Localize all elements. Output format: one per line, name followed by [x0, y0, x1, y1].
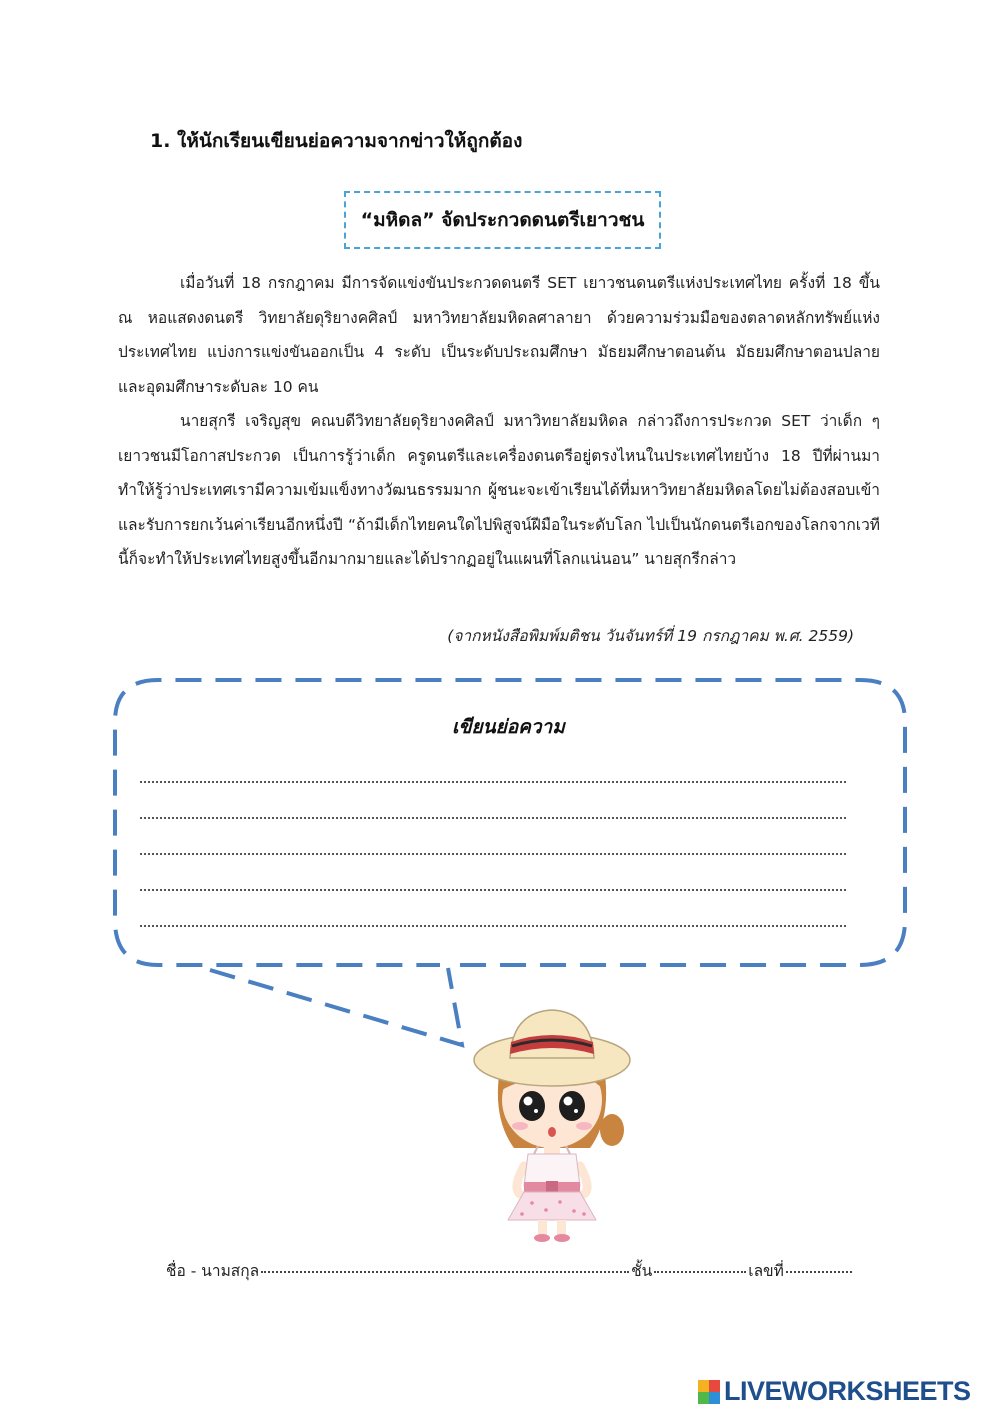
liveworksheets-logo-text: LIVEWORKSHEETS	[724, 1376, 971, 1406]
news-headline-box	[344, 191, 661, 249]
cartoon-girl-illustration	[462, 998, 642, 1243]
class-label: ชั้น	[631, 1262, 653, 1280]
answer-line-3[interactable]	[140, 852, 846, 855]
name-label: ชื่อ - นามสกุล	[166, 1262, 260, 1280]
answer-line-1[interactable]	[140, 780, 846, 783]
speech-bubble-tail	[210, 968, 462, 1045]
answer-line-2[interactable]	[140, 816, 846, 819]
name-field[interactable]	[261, 1270, 629, 1273]
answer-line-4[interactable]	[140, 888, 846, 891]
news-headline: “มหิดล” จัดประกวดดนตรีเยาวชน	[360, 209, 645, 231]
class-field[interactable]	[654, 1270, 746, 1273]
news-article	[118, 266, 880, 577]
number-label: เลขที่	[748, 1262, 784, 1280]
liveworksheets-logo	[698, 1376, 971, 1407]
write-summary-title: เขียนย่อความ	[452, 716, 565, 738]
student-info-line	[166, 1258, 854, 1283]
number-field[interactable]	[786, 1270, 852, 1273]
answer-line-5[interactable]	[140, 924, 846, 927]
article-paragraph-2: นายสุกรี เจริญสุข คณบดีวิทยาลัยดุริยางคศิลป์ มหาวิทยาลัยมหิดล กล่าวถึงการประกวด SET ว่าเด็ก ๆ เยาวชนมีโอกาสประกวด เป็นการรู้ว่าเด็ก ครูดนตรีและเครื่องดนตรีอยู่ตรงไหนในประเทศไทยบ้าง 18 ปีที่ผ่านมาทำให้รู้ว่าประเทศเรามีความเข้มแข็งทางวัฒนธรรมมาก ผู้ชนะจะเข้าเรียนได้ที่มหาวิทยาลัยมหิดลโดยไม่ต้องสอบเข้าและรับการยกเว้นค่าเรียนอีกหนึ่งปี “ถ้ามีเด็กไทยคนใดไปพิสูจน์ฝีมือในระดับโลก ไปเป็นนักดนตรีเอกของโลกจากเวทีนี้ก็จะทำให้ประเทศไทยสูงขึ้นอีกมากมายและได้ปรากฏอยู่ในแผนที่โลกแน่นอน” นายสุกรีกล่าว	[118, 412, 880, 568]
article-paragraph-1: เมื่อวันที่ 18 กรกฎาคม มีการจัดแข่งขันประกวดดนตรี SET เยาวชนดนตรีแห่งประเทศไทย ครั้งที่ 18 ขึ้น ณ หอแสดงดนตรี วิทยาลัยดุริยางคศิลป์ มหาวิทยาลัยมหิดลศาลายา ด้วยความร่วมมือของตลาดหลักทรัพย์แห่งประเทศไทย แบ่งการแข่งขันออกเป็น 4 ระดับ เป็นระดับประถมศึกษา มัธยมศึกษาตอนต้น มัธยมศึกษาตอนปลาย และอุดมศึกษาระดับละ 10 คน	[118, 274, 880, 396]
article-source: (จากหนังสือพิมพ์มติชน วันจันทร์ที่ 19 กรกฎาคม พ.ศ. 2559)	[447, 627, 854, 645]
liveworksheets-logo-icon	[698, 1380, 720, 1404]
instruction-text: 1. ให้นักเรียนเขียนย่อความจากข่าวให้ถูกต้อง	[150, 130, 523, 152]
